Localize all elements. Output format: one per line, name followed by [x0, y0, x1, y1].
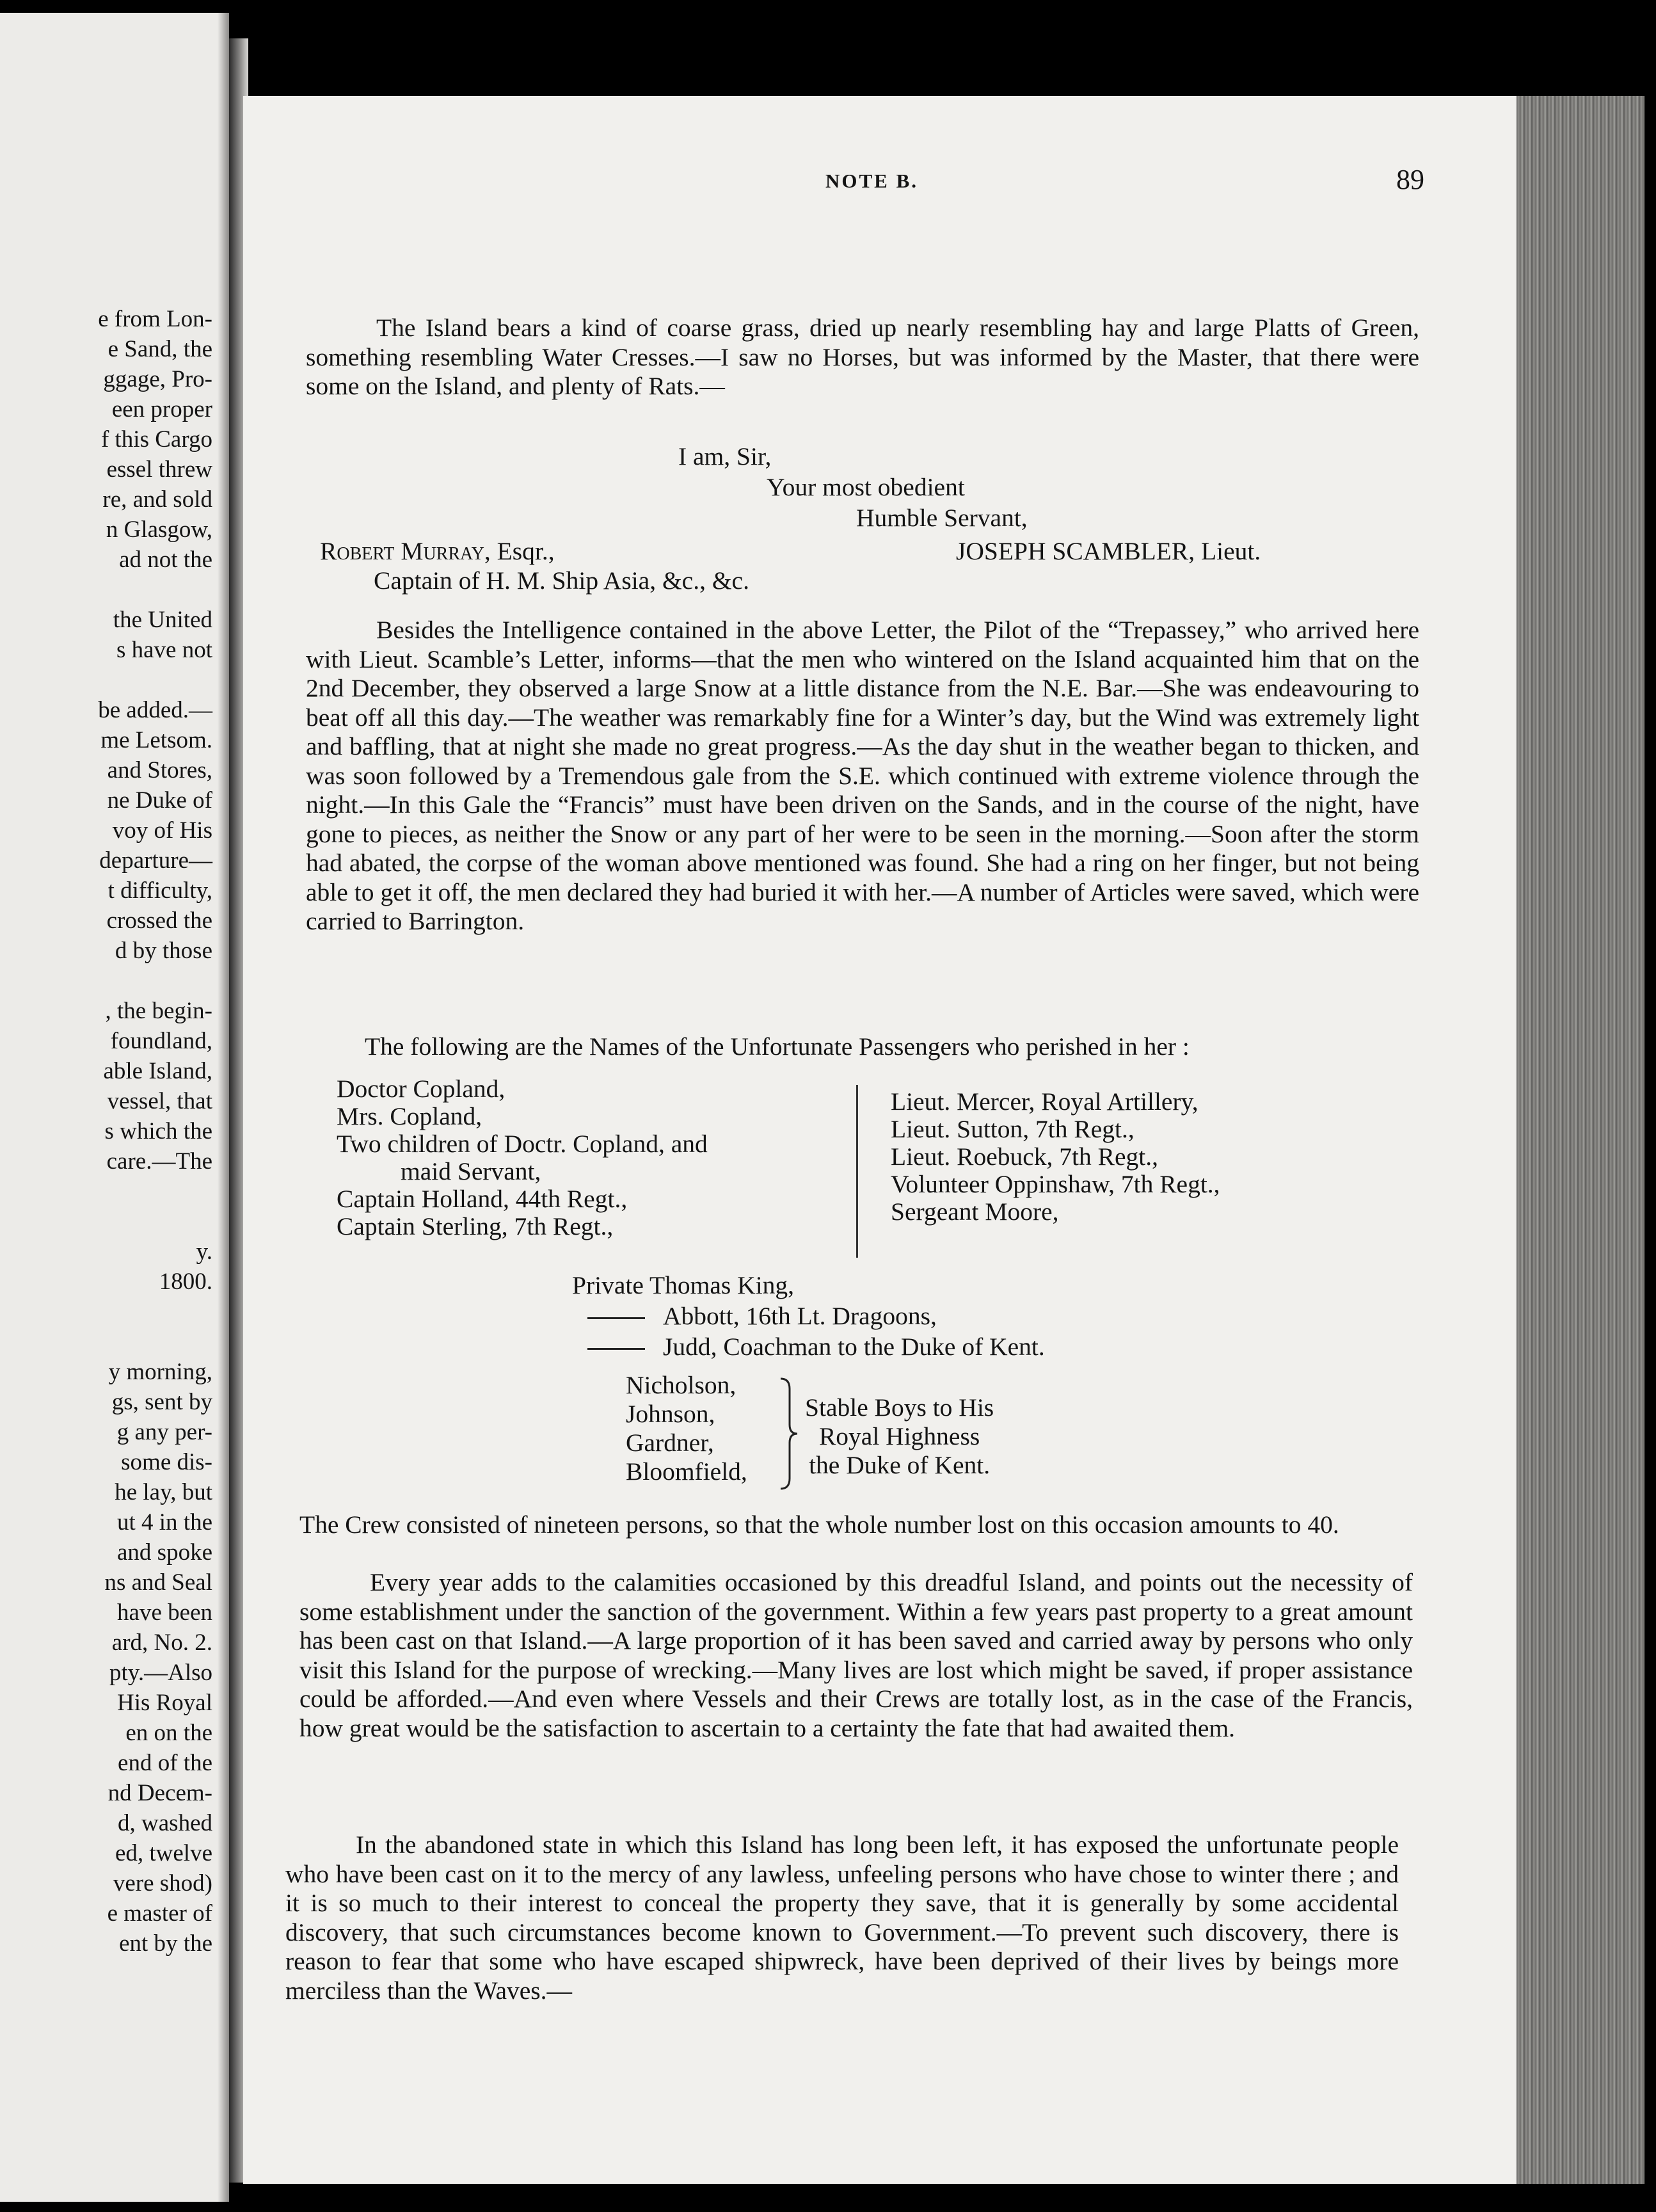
passenger-entry: Captain Holland, 44th Regt.,: [337, 1185, 628, 1213]
left-page-line: ut 4 in the: [116, 1509, 212, 1535]
stable-boy-name: Gardner,: [626, 1429, 714, 1457]
stable-boy-name: Bloomfield,: [626, 1457, 747, 1486]
left-page-line: me Letsom.: [100, 727, 212, 753]
left-page-line: and Stores,: [107, 757, 212, 783]
role-line: Royal Highness: [818, 1422, 980, 1450]
closing-line-2: Your most obedient: [767, 473, 965, 501]
passenger-entry: Sergeant Moore,: [891, 1198, 1059, 1226]
every-year-paragraph: Every year adds to the calamities occasioned by this dreadful Island, and points out the necessity of some establishment under the sanction of the government. Within a few years past property to a great amount has been cast on that Island.—A large proportion of it has been saved and carried away by persons who only visit this Island for the purpose of wrecking.—Many lives are lost which might be saved, if proper assistance could be afforded.—And even where Vessels and their Crews are totally lost, as in the case of the Francis, how great would be the satisfaction to ascertain to a certainty the fate that had awaited them.: [299, 1568, 1413, 1742]
passenger-entry: Lieut. Sutton, 7th Regt.,: [891, 1115, 1135, 1143]
left-page-line: able Island,: [103, 1058, 212, 1084]
ditto-dash: [587, 1317, 645, 1319]
role-line: Stable Boys to His: [805, 1393, 994, 1422]
stable-boy-name: Johnson,: [626, 1400, 715, 1428]
curly-brace-icon: [776, 1376, 801, 1491]
left-page-line: departure—: [99, 847, 212, 874]
left-page-line: e Sand, the: [107, 336, 212, 362]
left-page-line: [0, 1176, 212, 1206]
intro-paragraph: The Island bears a kind of coarse grass, dried up nearly resembling hay and large Platts of Green, something resembling Water Cresses.—I saw no Horses, but was informed by the Master, that there were some on the Island, and plenty of Rats.—: [306, 314, 1419, 400]
left-page-line: [0, 1206, 212, 1237]
left-page-line: ent by the: [119, 1930, 212, 1957]
signature: JOSEPH SCAMBLER, Lieut.: [956, 537, 1261, 565]
left-page-line: His Royal: [116, 1690, 212, 1716]
left-page-line: e master of: [107, 1900, 212, 1927]
left-page-line: gs, sent by: [111, 1389, 212, 1415]
left-page-line: 1800.: [159, 1269, 212, 1295]
passenger-entry: maid Servant,: [401, 1157, 541, 1185]
left-page-line: ad not the: [119, 547, 212, 573]
left-page-line: and spoke: [117, 1539, 212, 1566]
left-page-line: pty.—Also: [109, 1660, 212, 1686]
left-page-line: have been: [117, 1599, 212, 1626]
left-page-line: the United: [113, 607, 212, 633]
private-name: Judd, Coachman to the Duke of Kent.: [663, 1333, 1045, 1361]
left-page-line: foundland,: [110, 1028, 212, 1054]
passenger-entry: Doctor Copland,: [337, 1075, 506, 1103]
left-page-line: some dis-: [121, 1449, 212, 1475]
role-line: the Duke of Kent.: [809, 1451, 991, 1479]
passengers-right-column: [891, 1088, 1220, 1226]
left-page-line: n Glasgow,: [106, 517, 212, 543]
left-page-line: ard, No. 2.: [111, 1630, 212, 1656]
left-page-line: essel threw: [106, 456, 212, 483]
left-page-line: [0, 1297, 212, 1327]
page-number: 89: [1396, 164, 1424, 195]
left-page-line: ed, twelve: [115, 1840, 212, 1866]
left-page-line: end of the: [118, 1750, 212, 1776]
left-page-line: y.: [196, 1238, 212, 1265]
left-page-line: s have not: [116, 637, 212, 663]
left-page-line: vessel, that: [107, 1088, 212, 1114]
left-page-line: nd Decem-: [107, 1780, 212, 1806]
private-name: Abbott, 16th Lt. Dragoons,: [663, 1302, 937, 1330]
left-page-line: t difficulty,: [107, 878, 212, 904]
left-page-line: f this Cargo: [100, 426, 212, 453]
left-page-line: [0, 575, 212, 605]
left-page-gutter-shadow: [218, 13, 229, 2202]
left-page-line: be added.—: [98, 697, 212, 723]
addressee: [320, 536, 555, 566]
left-page-line: he lay, but: [115, 1479, 212, 1505]
passenger-entry: Captain Sterling, 7th Regt.,: [337, 1212, 614, 1240]
left-page-line: care.—The: [106, 1148, 212, 1174]
besides-paragraph: Besides the Intelligence contained in the above Letter, the Pilot of the “Trepassey,” who arrived here with Lieut. Scamble’s Letter, informs—that the men who wintered on the Island acquainted him that on the 2nd December, they observed a large Snow at a little distance from the N.E. Bar.—She was endeavouring to beat off all this day.—The weather was remarkably fine for a Winter’s day, but the Wind was extremely light and baffling, that at night she made no great progress.—As the day shut in the weather began to thicken, and was soon followed by a Tremendous gale from the S.E. which continued with extreme violence through the night.—In this Gale the “Francis” must have been driven on the Sands, and in the course of the night, have gone to pieces, as neither the Snow or any part of her were to be seen in the morning.—Soon after the storm had abated, the corpse of the woman above mentioned was found. She had a ring on her finger, but not being able to get it off, the men declared they had buried it with her.—A number of Articles were saved, which were carried to Barrington.: [306, 616, 1419, 935]
addressee-title: Captain of H. M. Ship Asia, &c., &c.: [374, 566, 749, 595]
left-page-line: y morning,: [108, 1359, 212, 1385]
passenger-entry: Mrs. Copland,: [337, 1102, 482, 1130]
passenger-entry: Two children of Doctr. Copland, and: [337, 1130, 708, 1158]
left-page-line: een proper: [111, 396, 212, 422]
left-page-line: [0, 966, 212, 996]
left-page-line: d by those: [115, 938, 212, 964]
passenger-entry: Lieut. Mercer, Royal Artillery,: [891, 1087, 1198, 1116]
stable-boys-role: [805, 1393, 994, 1480]
left-page-line: [0, 665, 212, 695]
left-page-line: en on the: [125, 1720, 212, 1746]
left-facing-page: [0, 13, 229, 2202]
closing-line-3: Humble Servant,: [856, 504, 1028, 532]
left-page-line: re, and sold: [102, 486, 212, 513]
closing-line-1: I am, Sir,: [678, 442, 772, 470]
ditto-dash: [587, 1348, 645, 1350]
left-page-line: s which the: [104, 1118, 212, 1144]
left-page-line: ggage, Pro-: [103, 366, 212, 392]
passenger-entry: Volunteer Oppinshaw, 7th Regt.,: [891, 1170, 1220, 1198]
column-divider: [856, 1085, 858, 1258]
private-line: [587, 1301, 937, 1331]
addressee-name: Robert Murray: [320, 537, 484, 565]
private-line: Private Thomas King,: [572, 1271, 795, 1299]
abandoned-paragraph: In the abandoned state in which this Island has long been left, it has exposed the unfortunate people who have been cast on it to the mercy of any lawless, unfeeling persons who have chose to winter there ; and it is so much to their interest to conceal the property they save, that it is generally by some accidental discovery, that such circumstances become known to Government.—To prevent such discovery, there is reason to fear that some who have escaped shipwreck, have been deprived of their lives by beings more merciless than the Waves.—: [285, 1831, 1399, 2005]
left-page-line: d, washed: [118, 1810, 212, 1836]
stable-boys-names: [626, 1371, 747, 1486]
left-page-line: crossed the: [106, 908, 212, 934]
page-edge-stack: [1517, 96, 1644, 2184]
private-line: [587, 1332, 1045, 1361]
left-page-line: [0, 1327, 212, 1357]
left-page-text: [0, 304, 212, 1959]
left-page-line: vere shod): [113, 1870, 212, 1896]
passengers-left-column: [337, 1075, 708, 1240]
addressee-suffix: , Esqr.,: [484, 537, 555, 565]
left-page-line: g any per-: [116, 1419, 212, 1445]
crew-paragraph: The Crew consisted of nineteen persons, so that the whole number lost on this occasion amounts to 40.: [299, 1511, 1339, 1539]
passengers-intro: The following are the Names of the Unfortunate Passengers who perished in her :: [365, 1032, 1190, 1061]
left-page-line: voy of His: [112, 817, 212, 844]
running-title: NOTE B.: [825, 170, 919, 192]
stable-boy-name: Nicholson,: [626, 1371, 736, 1399]
passenger-entry: Lieut. Roebuck, 7th Regt.,: [891, 1142, 1158, 1171]
left-page-line: e from Lon-: [98, 306, 212, 332]
left-page-line: ns and Seal: [104, 1569, 212, 1596]
left-page-line: , the begin-: [105, 998, 212, 1024]
left-page-line: ne Duke of: [107, 787, 212, 813]
